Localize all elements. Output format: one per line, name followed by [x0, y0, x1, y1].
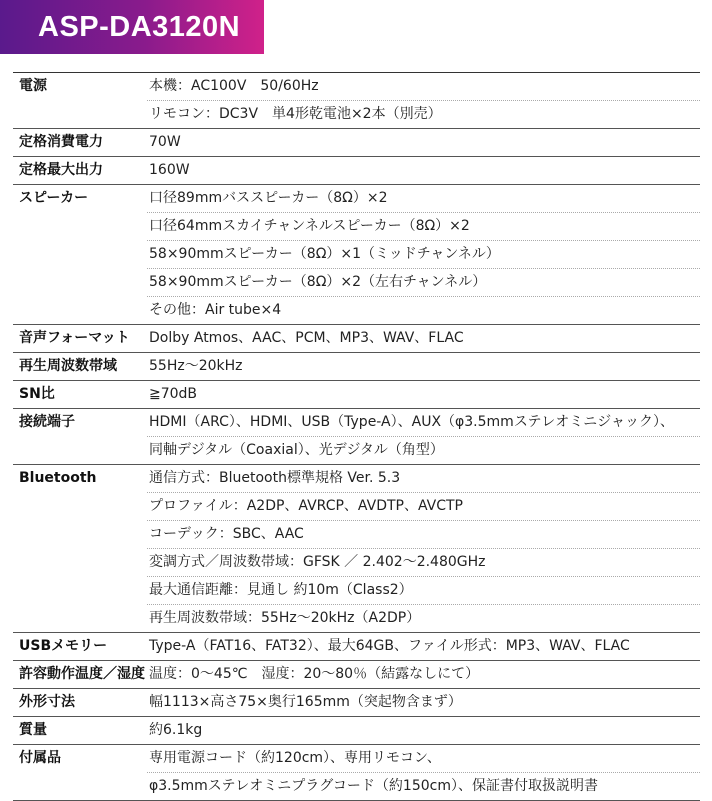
- spec-value: 160W: [149, 162, 190, 178]
- spec-label: 定格消費電力: [19, 134, 103, 150]
- spec-row: [13, 465, 700, 633]
- spec-label: 定格最大出力: [19, 162, 103, 178]
- spec-value: 55Hz～20kHz: [149, 358, 243, 374]
- spec-row: [13, 129, 700, 157]
- spec-values: [147, 745, 700, 800]
- spec-value: 口径89mmバススピーカー（8Ω）×2: [147, 185, 700, 213]
- spec-value: 口径64mmスカイチャンネルスピーカー（8Ω）×2: [147, 213, 700, 241]
- spec-value: Dolby Atmos、AAC、PCM、MP3、WAV、FLAC: [149, 330, 464, 346]
- spec-value: HDMI（ARC）、HDMI、USB（Type-A）、AUX（φ3.5mmステレオミニジャック）、: [147, 409, 700, 437]
- spec-value: 58×90mmスピーカー（8Ω）×1（ミッドチャンネル）: [147, 241, 700, 269]
- spec-row: [13, 353, 700, 381]
- spec-row: [13, 409, 700, 465]
- spec-value: 最大通信距離：見通し 約10m（Class2）: [147, 577, 700, 605]
- spec-values: [147, 465, 700, 632]
- spec-values: [147, 661, 700, 688]
- title-banner: [0, 0, 264, 54]
- spec-label: 接続端子: [19, 414, 75, 430]
- model-title: ASP-DA3120N: [38, 11, 241, 43]
- spec-value: 70W: [149, 134, 181, 150]
- spec-label: SN比: [19, 386, 55, 402]
- spec-values: [147, 409, 700, 464]
- spec-value: 専用電源コード（約120cm）、専用リモコン、: [147, 745, 700, 773]
- spec-row: [13, 717, 700, 745]
- spec-values: [147, 73, 700, 128]
- spec-label: USBメモリー: [19, 638, 108, 654]
- spec-value: 変調方式／周波数帯域：GFSK ／ 2.402～2.480GHz: [147, 549, 700, 577]
- spec-value: Type-A（FAT16、FAT32）、最大64GB、ファイル形式：MP3、WAV、FLAC: [149, 638, 630, 654]
- spec-table: [13, 72, 700, 801]
- spec-label: スピーカー: [19, 190, 89, 206]
- spec-value: φ3.5mmステレオミニプラグコード（約150cm）、保証書付取扱説明書: [149, 778, 598, 794]
- spec-values: [147, 689, 700, 716]
- spec-value: プロファイル：A2DP、AVRCP、AVDTP、AVCTP: [147, 493, 700, 521]
- spec-values: [147, 325, 700, 352]
- spec-values: [147, 633, 700, 660]
- spec-values: [147, 353, 700, 380]
- spec-values: [147, 157, 700, 184]
- spec-row: [13, 185, 700, 325]
- spec-label: Bluetooth: [19, 470, 97, 486]
- spec-value: 再生周波数帯域：55Hz～20kHz（A2DP）: [149, 610, 421, 626]
- spec-row: [13, 325, 700, 353]
- spec-label: 付属品: [19, 750, 61, 766]
- spec-label: 再生周波数帯域: [19, 358, 117, 374]
- spec-row: [13, 689, 700, 717]
- spec-value: 通信方式：Bluetooth標準規格 Ver. 5.3: [147, 465, 700, 493]
- spec-value: 本機：AC100V 50/60Hz: [147, 73, 700, 101]
- spec-row: [13, 633, 700, 661]
- spec-value: 約6.1kg: [149, 722, 203, 738]
- spec-values: [147, 185, 700, 324]
- spec-label: 許容動作温度／湿度: [19, 666, 145, 682]
- spec-value: コーデック：SBC、AAC: [147, 521, 700, 549]
- spec-row: [13, 157, 700, 185]
- spec-values: [147, 717, 700, 744]
- spec-value: ≧70dB: [149, 386, 198, 402]
- spec-row: [13, 381, 700, 409]
- spec-value: 温度：0～45℃ 湿度：20～80％（結露なしにて）: [149, 666, 480, 682]
- spec-row: [13, 661, 700, 689]
- spec-label: 外形寸法: [19, 694, 75, 710]
- spec-label: 質量: [19, 722, 47, 738]
- spec-row: [13, 73, 700, 129]
- spec-value: 幅1113×高さ75×奥行165mm（突起物含まず）: [149, 694, 462, 710]
- spec-value: リモコン：DC3V 単4形乾電池×2本（別売）: [149, 106, 442, 122]
- spec-row: [13, 745, 700, 801]
- spec-label: 音声フォーマット: [19, 330, 130, 346]
- spec-value: 同軸デジタル（Coaxial）、光デジタル（角型）: [149, 442, 444, 458]
- spec-label: 電源: [19, 78, 47, 94]
- spec-values: [147, 129, 700, 156]
- spec-values: [147, 381, 700, 408]
- spec-value: 58×90mmスピーカー（8Ω）×2（左右チャンネル）: [147, 269, 700, 297]
- spec-value: その他：Air tube×4: [149, 302, 282, 318]
